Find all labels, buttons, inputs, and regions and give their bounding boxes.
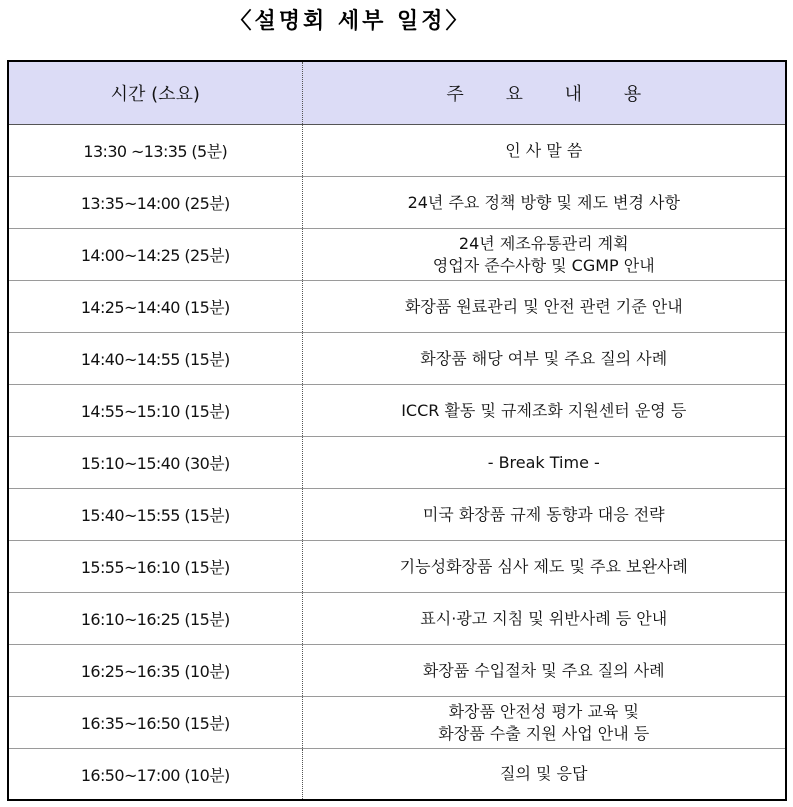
table-header-row: [8, 61, 786, 125]
table-row: [8, 281, 786, 333]
row-content: [302, 749, 786, 801]
row-content: [302, 541, 786, 593]
row-content-line: 표시·광고 지침 및 위반사례 등 안내: [420, 608, 668, 628]
row-content: [302, 385, 786, 437]
row-content: [302, 333, 786, 385]
header-content: 주 요 내 용: [302, 61, 786, 125]
row-content: [302, 177, 786, 229]
row-content-line: 24년 주요 정책 방향 및 제도 변경 사항: [407, 192, 680, 212]
row-time: 16:50~17:00 (10분): [8, 749, 302, 801]
row-time: 15:10~15:40 (30분): [8, 437, 302, 489]
row-content-line: - Break Time -: [487, 452, 600, 472]
row-time: 14:55~15:10 (15분): [8, 385, 302, 437]
row-content-line: ICCR 활동 및 규제조화 지원센터 운영 등: [401, 400, 687, 420]
table-row: [8, 697, 786, 749]
row-content-line: 기능성화장품 심사 제도 및 주요 보완사례: [399, 556, 688, 576]
row-content-line: 24년 제조유통관리 계획: [458, 233, 629, 253]
row-content: [302, 645, 786, 697]
table-row: [8, 177, 786, 229]
row-time: 13:30 ~13:35 (5분): [8, 125, 302, 177]
table-row: [8, 489, 786, 541]
row-content-line: 인 사 말 씀: [505, 140, 583, 160]
row-time: 14:25~14:40 (15분): [8, 281, 302, 333]
table-row: [8, 333, 786, 385]
row-content-line: 화장품 수입절차 및 주요 질의 사례: [422, 660, 665, 680]
row-content-line: 영업자 준수사항 및 CGMP 안내: [432, 255, 655, 275]
table-row: [8, 385, 786, 437]
row-content-line: 화장품 원료관리 및 안전 관련 기준 안내: [404, 296, 683, 316]
row-time: 14:40~14:55 (15분): [8, 333, 302, 385]
row-time: 16:25~16:35 (10분): [8, 645, 302, 697]
document-title: 〈설명회 세부 일정〉: [229, 8, 471, 34]
row-content-line: 화장품 해당 여부 및 주요 질의 사례: [420, 348, 668, 368]
table-row: [8, 645, 786, 697]
row-time: 15:40~15:55 (15분): [8, 489, 302, 541]
row-time: 15:55~16:10 (15분): [8, 541, 302, 593]
table-row: [8, 749, 786, 801]
row-content-line: 화장품 수출 지원 사업 안내 등: [438, 723, 650, 743]
table-row: [8, 125, 786, 177]
row-content-line: 질의 및 응답: [500, 764, 588, 783]
row-content: [302, 489, 786, 541]
row-content: [302, 697, 786, 749]
row-content: [302, 593, 786, 645]
row-content: [302, 125, 786, 177]
row-content-line: 미국 화장품 규제 동향과 대응 전략: [422, 504, 665, 524]
row-content: [302, 229, 786, 281]
table-row: [8, 593, 786, 645]
row-time: 14:00~14:25 (25분): [8, 229, 302, 281]
header-time: 시간 (소요): [8, 61, 302, 125]
table-row: [8, 229, 786, 281]
row-content: [302, 281, 786, 333]
table-row: [8, 437, 786, 489]
row-time: 16:35~16:50 (15분): [8, 697, 302, 749]
schedule-table: [7, 60, 787, 801]
row-content: [302, 437, 786, 489]
row-time: 13:35~14:00 (25분): [8, 177, 302, 229]
row-time: 16:10~16:25 (15분): [8, 593, 302, 645]
row-content-line: 화장품 안전성 평가 교육 및: [448, 701, 639, 721]
table-row: [8, 541, 786, 593]
